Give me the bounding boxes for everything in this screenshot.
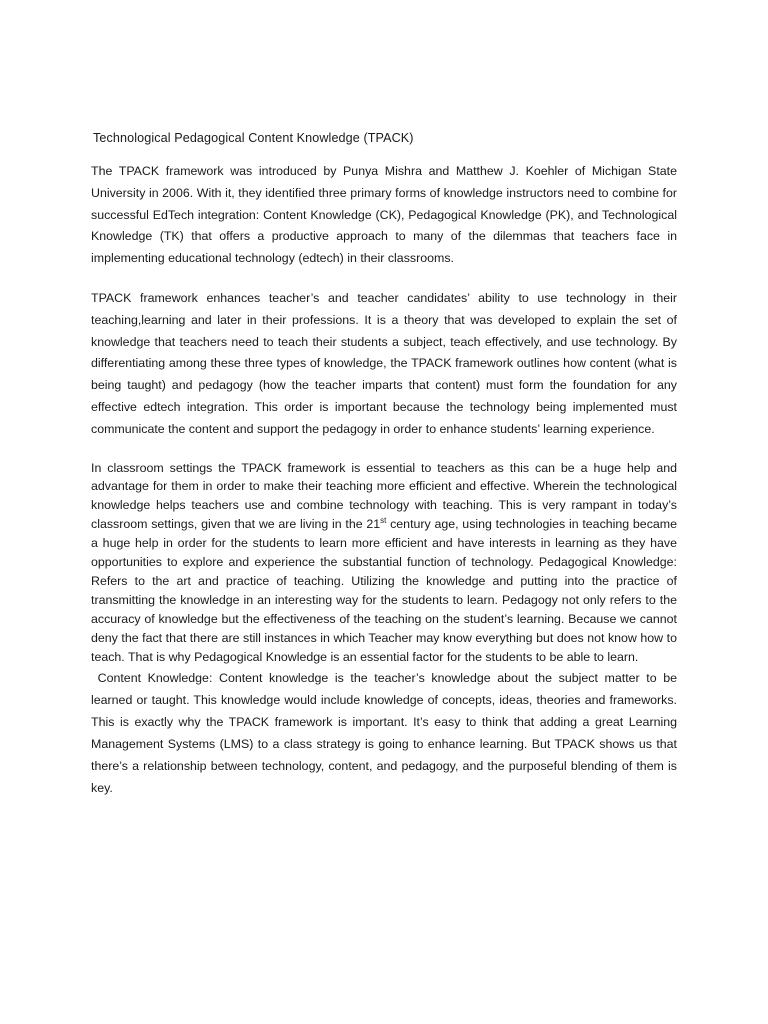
paragraph-classroom-settings xyxy=(91,459,677,667)
paragraph-tpack-benefits: TPACK framework enhances teacher’s and teacher candidates’ ability to use technology in their teaching,learning and later in their professions. It is a theory that was developed to explain the set of knowledge that teachers need to teach their students a subject, teach effectively, and use technology. By differentiating among these three types of knowledge, the TPACK framework outlines how content (what is being taught) and pedagogy (how the teacher imparts that content) must form the foundation for any effective edtech integration. This order is important because the technology being implemented must communicate the content and support the pedagogy in order to enhance students’ learning experience. xyxy=(91,290,677,436)
paragraph-tpack-introduction: The TPACK framework was introduced by Punya Mishra and Matthew J. Koehler of Michigan State University in 2006. With it, they identified three primary forms of knowledge instructors need to combine for successful EdTech integration: Content Knowledge (CK), Pedagogical Knowledge (PK), and Technological Knowledge (TK) that offers a productive approach to many of the dilemmas that teachers face in implementing educational technology (edtech) in their classrooms. xyxy=(91,164,677,266)
paragraph-content-knowledge-text: Content Knowledge: Content knowledge is the teacher’s knowledge about the subject matter to be learned or taught. This knowledge would include knowledge of concepts, ideas, theories and frameworks. This is exactly why the TPACK framework is important. It’s easy to think that adding a great Learning Management Systems (LMS) to a class strategy is going to enhance learning. But TPACK shows us that there’s a relationship between technology, content, and pedagogy, and the purposeful blending of them is key. xyxy=(91,670,677,795)
paragraph-leading-space xyxy=(91,671,98,685)
paragraph-classroom-settings-text-a: In classroom settings the TPACK framework is essential to teachers as this can be a huge help and advantage for them in order to make their teaching more efficient and effective. Wherein the technological knowledge helps teachers use and combine technology with teaching. This is very rampant in today’s classroom settings, given that we are living in the 21 xyxy=(91,460,677,532)
document-body xyxy=(91,129,677,799)
paragraph-classroom-settings-text-b: century age, using technologies in teaching became a huge help in order for the students to learn more efficient and have interests in learning as they have opportunities to explore and experience the substantial function of technology. Pedagogical Knowledge: Refers to the art and practice of teaching. Utilizing the knowledge and putting into the practice of transmitting the knowledge in an interesting way for the students to learn. Pedagogy not only refers to the accuracy of knowledge but the effectiveness of the teaching on the student’s learning. Because we cannot deny the fact that there are still instances in which Teacher may know everything but does not know how to teach. That is why Pedagogical Knowledge is an essential factor for the students to be able to learn. xyxy=(91,517,677,664)
document-title: Technological Pedagogical Content Knowledge (TPACK) xyxy=(93,131,414,145)
ordinal-superscript: st xyxy=(380,516,387,526)
paragraph-content-knowledge xyxy=(91,667,677,799)
